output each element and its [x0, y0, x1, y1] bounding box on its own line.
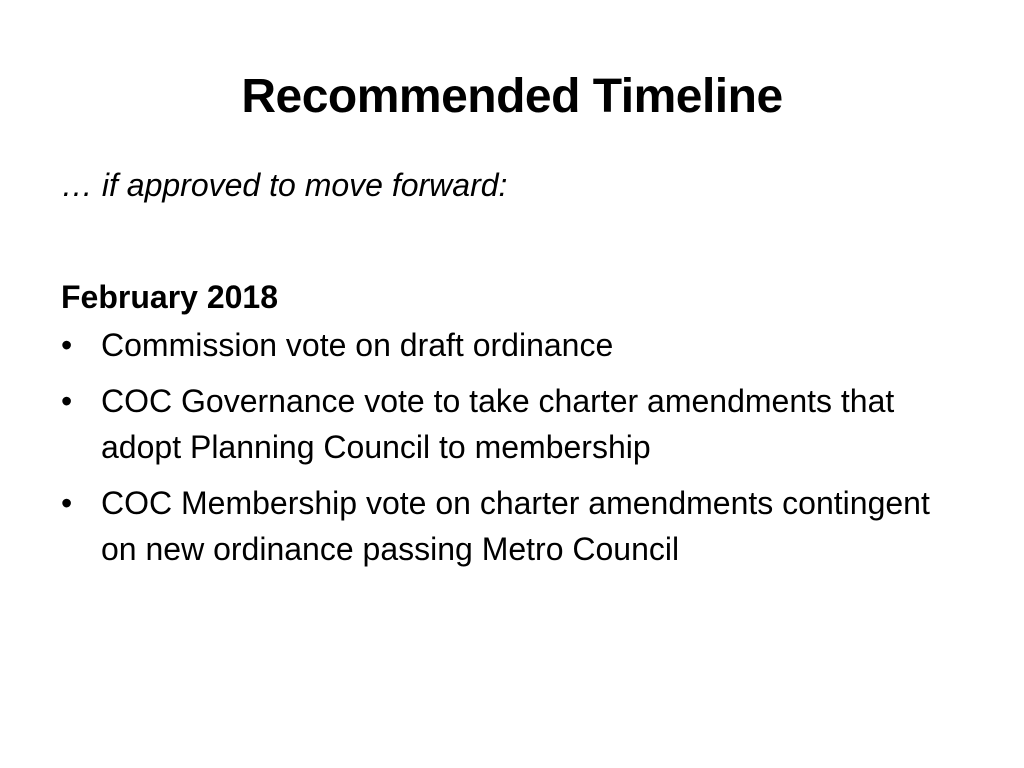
bullet-text: COC Governance vote to take charter amendments that adopt Planning Council to membership [101, 383, 895, 465]
list-item [61, 322, 961, 368]
slide-body [61, 162, 961, 572]
bullet-text: COC Membership vote on charter amendments contingent on new ordinance passing Metro Council [101, 485, 930, 567]
list-item [61, 378, 961, 470]
bullet-icon: • [61, 327, 73, 363]
bullet-list [61, 322, 961, 572]
bullet-text: Commission vote on draft ordinance [101, 327, 614, 363]
bullet-icon: • [61, 383, 73, 419]
section-heading: February 2018 [61, 279, 279, 315]
intro-text: … if approved to move forward: [61, 167, 508, 203]
list-item [61, 480, 961, 572]
slide-title: Recommended Timeline [241, 70, 783, 123]
bullet-icon: • [61, 485, 73, 521]
